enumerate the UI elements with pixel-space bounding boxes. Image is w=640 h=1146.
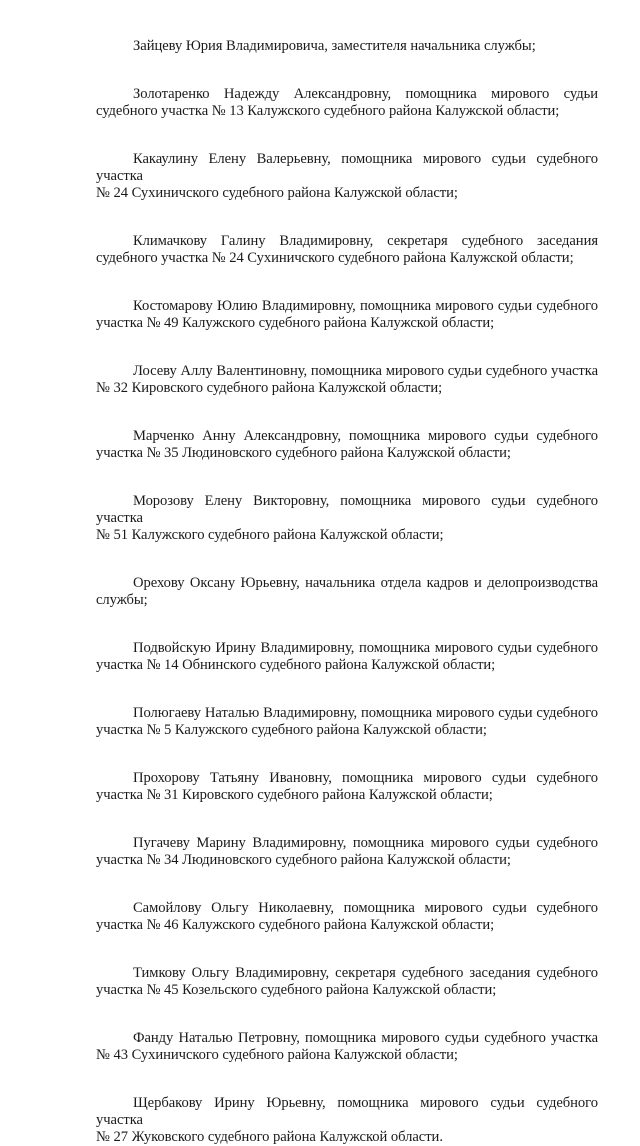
list-item: [96, 38, 598, 55]
entry-line: Костомарову Юлию Владимировну, помощника мирового судьи судебного: [133, 298, 598, 314]
entry-line: Щербакову Ирину Юрьевну, помощника мирового судьи судебного участка: [96, 1095, 598, 1128]
entry-line: службы;: [96, 592, 148, 608]
entry-line: участка № 5 Калужского судебного района Калужской области;: [96, 722, 487, 738]
entry-line: участка № 31 Кировского судебного района Калужской области;: [96, 787, 493, 803]
entry-line: № 24 Сухиничского судебного района Калужской области;: [96, 185, 458, 201]
list-item: [96, 86, 598, 120]
entry-line: судебного участка № 24 Сухиничского судебного района Калужской области;: [96, 250, 574, 266]
entry-line: судебного участка № 13 Калужского судебного района Калужской области;: [96, 103, 560, 119]
entry-line: Климачкову Галину Владимировну, секретаря судебного заседания: [133, 233, 598, 249]
document-page: [96, 38, 598, 1146]
entry-line: Самойлову Ольгу Николаевну, помощника мирового судьи судебного: [133, 900, 598, 916]
list-item: [96, 965, 598, 999]
entry-line: Орехову Оксану Юрьевну, начальника отдела кадров и делопроизводства: [133, 575, 598, 591]
entry-line: участка № 46 Калужского судебного района Калужской области;: [96, 917, 495, 933]
entry-line: Фанду Наталью Петровну, помощника мирового судьи судебного участка: [133, 1030, 598, 1046]
list-item: [96, 835, 598, 869]
list-item: [96, 705, 598, 739]
list-item: [96, 428, 598, 462]
entry-line: № 32 Кировского судебного района Калужской области;: [96, 380, 443, 396]
entry-line: № 51 Калужского судебного района Калужской области;: [96, 527, 444, 543]
entry-line: Какаулину Елену Валерьевну, помощника мирового судьи судебного участка: [96, 151, 598, 184]
entry-line: Морозову Елену Викторовну, помощника мирового судьи судебного участка: [96, 493, 598, 526]
entry-line: Пугачеву Марину Владимировну, помощника мирового судьи судебного: [133, 835, 598, 851]
entry-line: участка № 49 Калужского судебного района Калужской области;: [96, 315, 495, 331]
list-item: [96, 1030, 598, 1064]
entry-line: Лосеву Аллу Валентиновну, помощника мирового судьи судебного участка: [133, 363, 598, 379]
entry-line: Полюгаеву Наталью Владимировну, помощника мирового судьи судебного: [133, 705, 598, 721]
entry-line: № 43 Сухиничского судебного района Калужской области;: [96, 1047, 458, 1063]
entry-line: Золотаренко Надежду Александровну, помощника мирового судьи: [133, 86, 598, 102]
entry-line: № 27 Жуковского судебного района Калужской области.: [96, 1129, 443, 1145]
entry-line: участка № 45 Козельского судебного района Калужской области;: [96, 982, 497, 998]
entry-line: Тимкову Ольгу Владимировну, секретаря судебного заседания судебного: [133, 965, 598, 981]
list-item: [96, 640, 598, 674]
list-item: [96, 1095, 598, 1146]
list-item: [96, 363, 598, 397]
entry-line: участка № 35 Людиновского судебного района Калужской области;: [96, 445, 511, 461]
list-item: [96, 493, 598, 544]
list-item: [96, 770, 598, 804]
list-item: [96, 900, 598, 934]
entry-line: Марченко Анну Александровну, помощника мирового судьи судебного: [133, 428, 598, 444]
entry-line: Прохорову Татьяну Ивановну, помощника мирового судьи судебного: [133, 770, 598, 786]
list-item: [96, 151, 598, 202]
entry-line: Подвойскую Ирину Владимировну, помощника мирового судьи судебного: [133, 640, 598, 656]
entry-line: участка № 34 Людиновского судебного района Калужской области;: [96, 852, 511, 868]
list-item: [96, 575, 598, 609]
entry-line: участка № 14 Обнинского судебного района Калужской области;: [96, 657, 496, 673]
list-item: [96, 298, 598, 332]
list-item: [96, 233, 598, 267]
entry-line: Зайцеву Юрия Владимировича, заместителя начальника службы;: [133, 38, 536, 54]
